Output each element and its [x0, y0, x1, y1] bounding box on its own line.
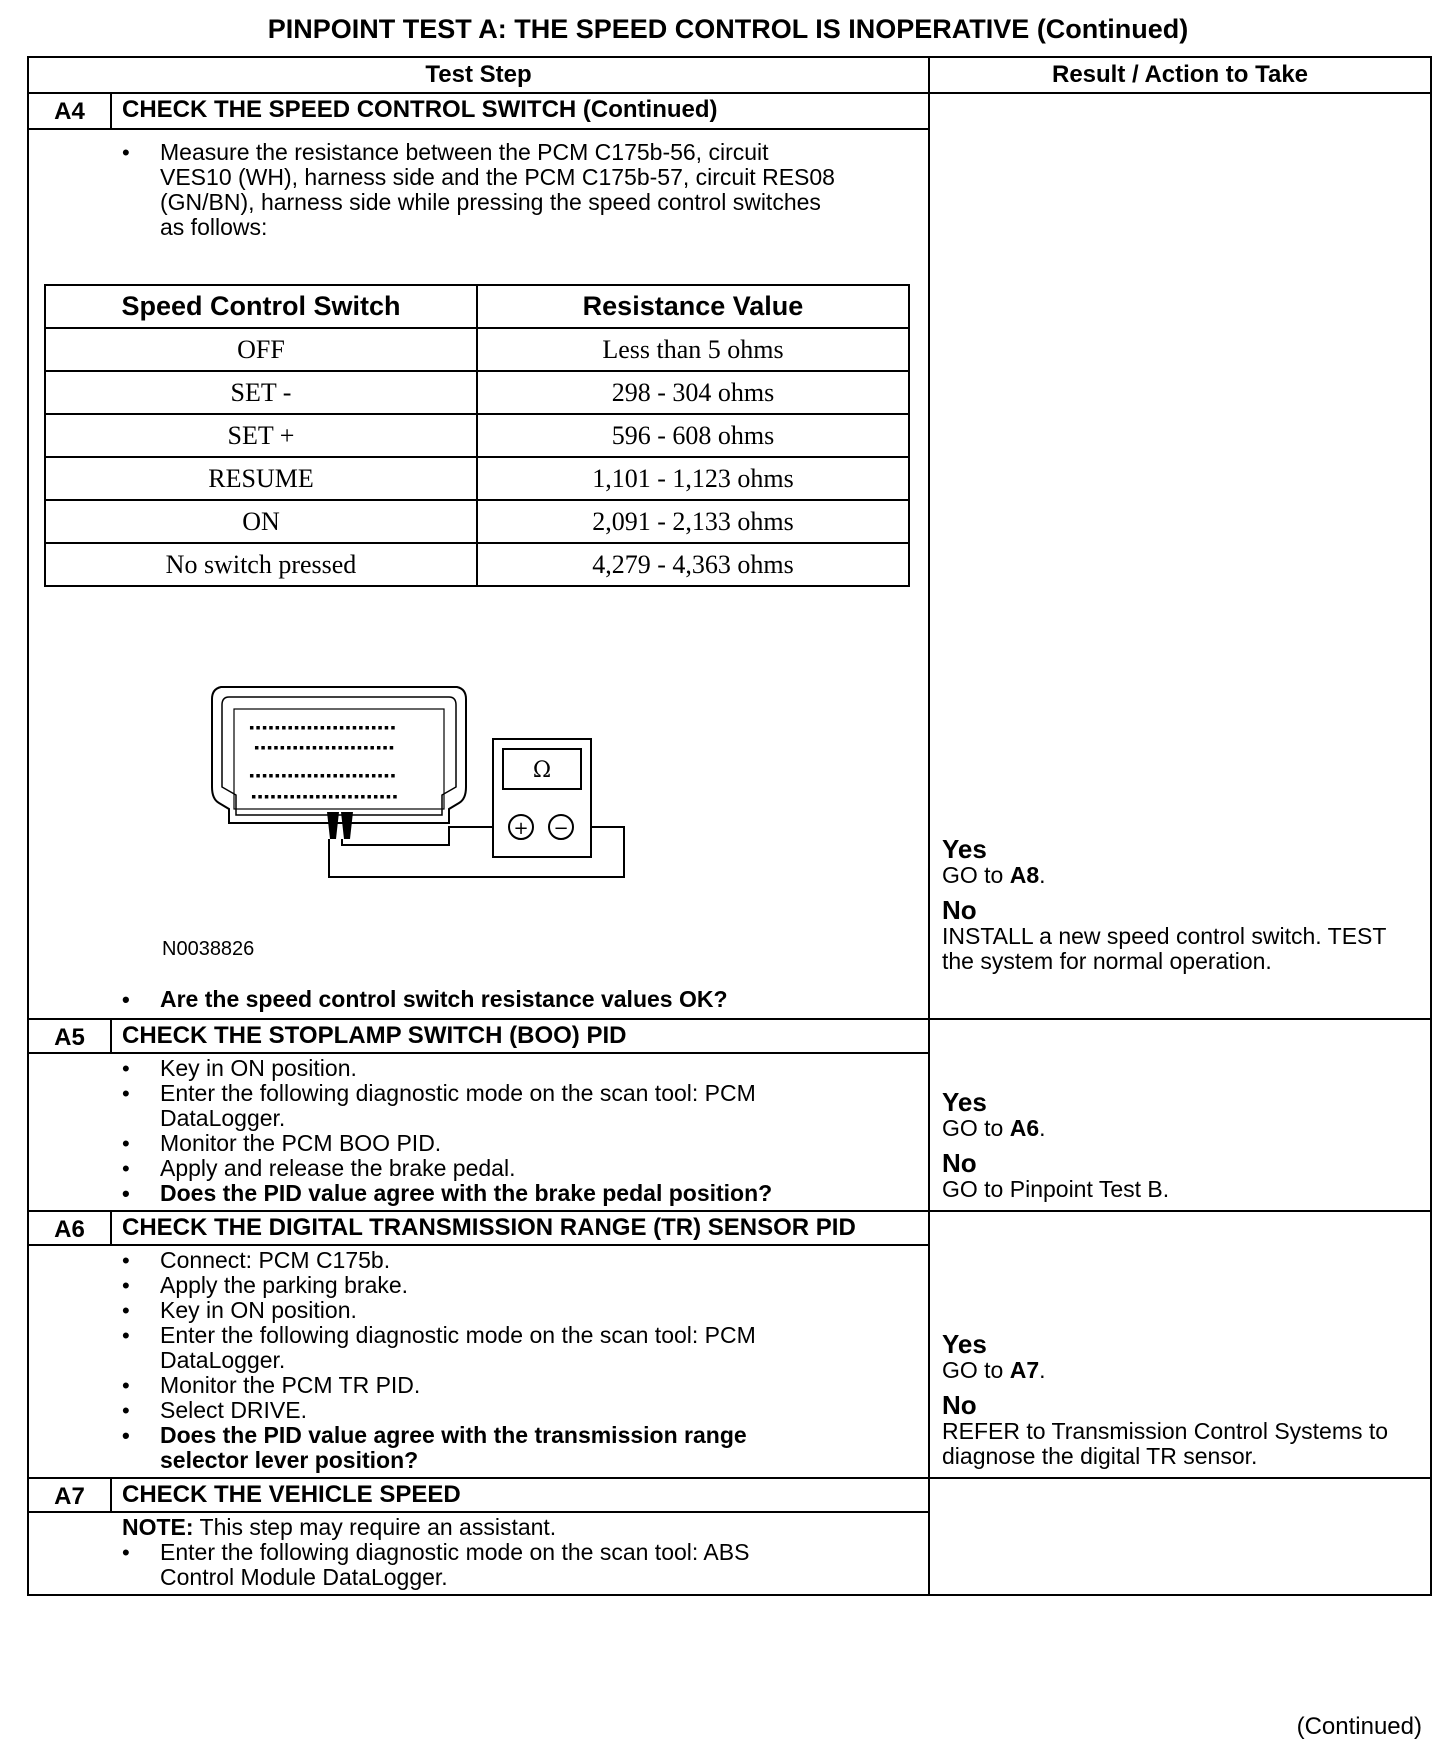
- svg-text:▪▪▪▪▪▪▪▪▪▪▪▪▪▪▪▪▪▪▪▪▪▪▪: ▪▪▪▪▪▪▪▪▪▪▪▪▪▪▪▪▪▪▪▪▪▪▪: [251, 792, 399, 802]
- resistance-col-switch: Speed Control Switch: [45, 285, 477, 328]
- yes-action: GO to A6.: [942, 1115, 1046, 1141]
- value-cell: 596 - 608 ohms: [477, 414, 909, 457]
- yes-label: Yes: [942, 834, 987, 864]
- step-a7-result: [929, 1478, 1431, 1595]
- figure-id: N0038826: [162, 938, 255, 960]
- probe-negative: [341, 812, 353, 839]
- svg-text:▪▪▪▪▪▪▪▪▪▪▪▪▪▪▪▪▪▪▪▪▪▪▪: ▪▪▪▪▪▪▪▪▪▪▪▪▪▪▪▪▪▪▪▪▪▪▪: [249, 723, 397, 733]
- list-item: • Monitor the PCM BOO PID.: [160, 1131, 822, 1156]
- list-item: • Enter the following diagnostic mode on the scan tool: PCM DataLogger.: [160, 1323, 822, 1373]
- value-cell: 4,279 - 4,363 ohms: [477, 543, 909, 586]
- step-a6-body: [28, 1245, 929, 1478]
- step-a5-body: [28, 1053, 929, 1211]
- list-item: • Enter the following diagnostic mode on the scan tool: ABS Control Module DataLogger.: [160, 1540, 822, 1590]
- result-header: Result / Action to Take: [929, 57, 1431, 93]
- question-text: • Are the speed control switch resistance values OK?: [160, 987, 912, 1012]
- step-title: CHECK THE VEHICLE SPEED: [111, 1478, 929, 1512]
- resistance-col-value: Resistance Value: [477, 285, 909, 328]
- table-row: [45, 414, 909, 457]
- value-cell: 298 - 304 ohms: [477, 371, 909, 414]
- yes-action: GO to A8.: [942, 862, 1046, 888]
- switch-cell: OFF: [45, 328, 477, 371]
- table-header-row: [28, 57, 1431, 93]
- question-text: • Does the PID value agree with the brake pedal position?: [160, 1181, 822, 1206]
- no-label: No: [942, 1390, 977, 1420]
- list-item: • Select DRIVE.: [160, 1398, 822, 1423]
- list-item: • Monitor the PCM TR PID.: [160, 1373, 822, 1398]
- step-a7-title-row: [28, 1478, 1431, 1512]
- value-cell: 1,101 - 1,123 ohms: [477, 457, 909, 500]
- no-label: No: [942, 895, 977, 925]
- value-cell: 2,091 - 2,133 ohms: [477, 500, 909, 543]
- switch-cell: RESUME: [45, 457, 477, 500]
- list-item: • Apply the parking brake.: [160, 1273, 822, 1298]
- value-cell: Less than 5 ohms: [477, 328, 909, 371]
- no-action: REFER to Transmission Control Systems to diagnose the digital TR sensor.: [942, 1418, 1389, 1469]
- list-item: • Enter the following diagnostic mode on the scan tool: PCM DataLogger.: [160, 1081, 822, 1131]
- list-item: • Connect: PCM C175b.: [160, 1248, 822, 1273]
- no-action: INSTALL a new speed control switch. TEST the system for normal operation.: [942, 923, 1387, 974]
- step-a4-result: [929, 93, 1431, 1019]
- switch-cell: SET -: [45, 371, 477, 414]
- step-title: CHECK THE STOPLAMP SWITCH (BOO) PID: [111, 1019, 929, 1053]
- meter-diagram: [29, 587, 912, 987]
- ohm-icon: Ω: [532, 758, 552, 783]
- question-text: • Does the PID value agree with the transmission range selector lever position?: [160, 1423, 822, 1473]
- page-title: PINPOINT TEST A: THE SPEED CONTROL IS INOPERATIVE (Continued): [267, 14, 1189, 44]
- svg-text:−: −: [553, 818, 569, 839]
- table-row: [45, 500, 909, 543]
- step-id: A4: [28, 93, 111, 129]
- list-item: • Key in ON position.: [160, 1056, 822, 1081]
- yes-label: Yes: [942, 1329, 987, 1359]
- step-title: CHECK THE DIGITAL TRANSMISSION RANGE (TR) SENSOR PID: [111, 1211, 929, 1245]
- yes-label: Yes: [942, 1087, 987, 1117]
- switch-cell: No switch pressed: [45, 543, 477, 586]
- step-a4-title-row: [28, 93, 1431, 129]
- step-id: A7: [28, 1478, 111, 1512]
- list-item: • Apply and release the brake pedal.: [160, 1156, 822, 1181]
- svg-text:+: +: [513, 818, 529, 839]
- step-id: A6: [28, 1211, 111, 1245]
- probe-positive: [327, 812, 339, 839]
- switch-cell: SET +: [45, 414, 477, 457]
- continued-footer: (Continued): [1296, 1713, 1422, 1740]
- test-step-header: Test Step: [28, 57, 929, 93]
- switch-cell: ON: [45, 500, 477, 543]
- step-a5-title-row: [28, 1019, 1431, 1053]
- list-item: • Key in ON position.: [160, 1298, 822, 1323]
- step-a7-body: [28, 1512, 929, 1595]
- step-a6-title-row: [28, 1211, 1431, 1245]
- step-a6-result: [929, 1211, 1431, 1478]
- table-row: [45, 371, 909, 414]
- yes-action: GO to A7.: [942, 1357, 1046, 1383]
- note: NOTE: This step may require an assistant.: [122, 1514, 557, 1540]
- instruction-text: • Measure the resistance between the PCM C175b-56, circuit VES10 (WH), harness side and the PCM C175b-57, circuit RES08 (GN/BN), harness side while pressing the speed control switches as follows:: [160, 140, 842, 240]
- svg-text:▪▪▪▪▪▪▪▪▪▪▪▪▪▪▪▪▪▪▪▪▪▪: ▪▪▪▪▪▪▪▪▪▪▪▪▪▪▪▪▪▪▪▪▪▪: [254, 743, 396, 753]
- table-row: [45, 328, 909, 371]
- svg-text:▪▪▪▪▪▪▪▪▪▪▪▪▪▪▪▪▪▪▪▪▪▪▪: ▪▪▪▪▪▪▪▪▪▪▪▪▪▪▪▪▪▪▪▪▪▪▪: [249, 771, 397, 781]
- no-action: GO to Pinpoint Test B.: [942, 1176, 1170, 1202]
- pinpoint-test-table: [27, 56, 1432, 1596]
- step-a4-body: [28, 129, 929, 1019]
- step-title: CHECK THE SPEED CONTROL SWITCH (Continued): [111, 93, 929, 129]
- connector-meter-illustration: [29, 587, 849, 987]
- table-row: [45, 543, 909, 586]
- resistance-table: [44, 284, 910, 587]
- step-a5-result: [929, 1019, 1431, 1211]
- step-id: A5: [28, 1019, 111, 1053]
- table-row: [45, 457, 909, 500]
- no-label: No: [942, 1148, 977, 1178]
- pcm-connector: [212, 687, 466, 823]
